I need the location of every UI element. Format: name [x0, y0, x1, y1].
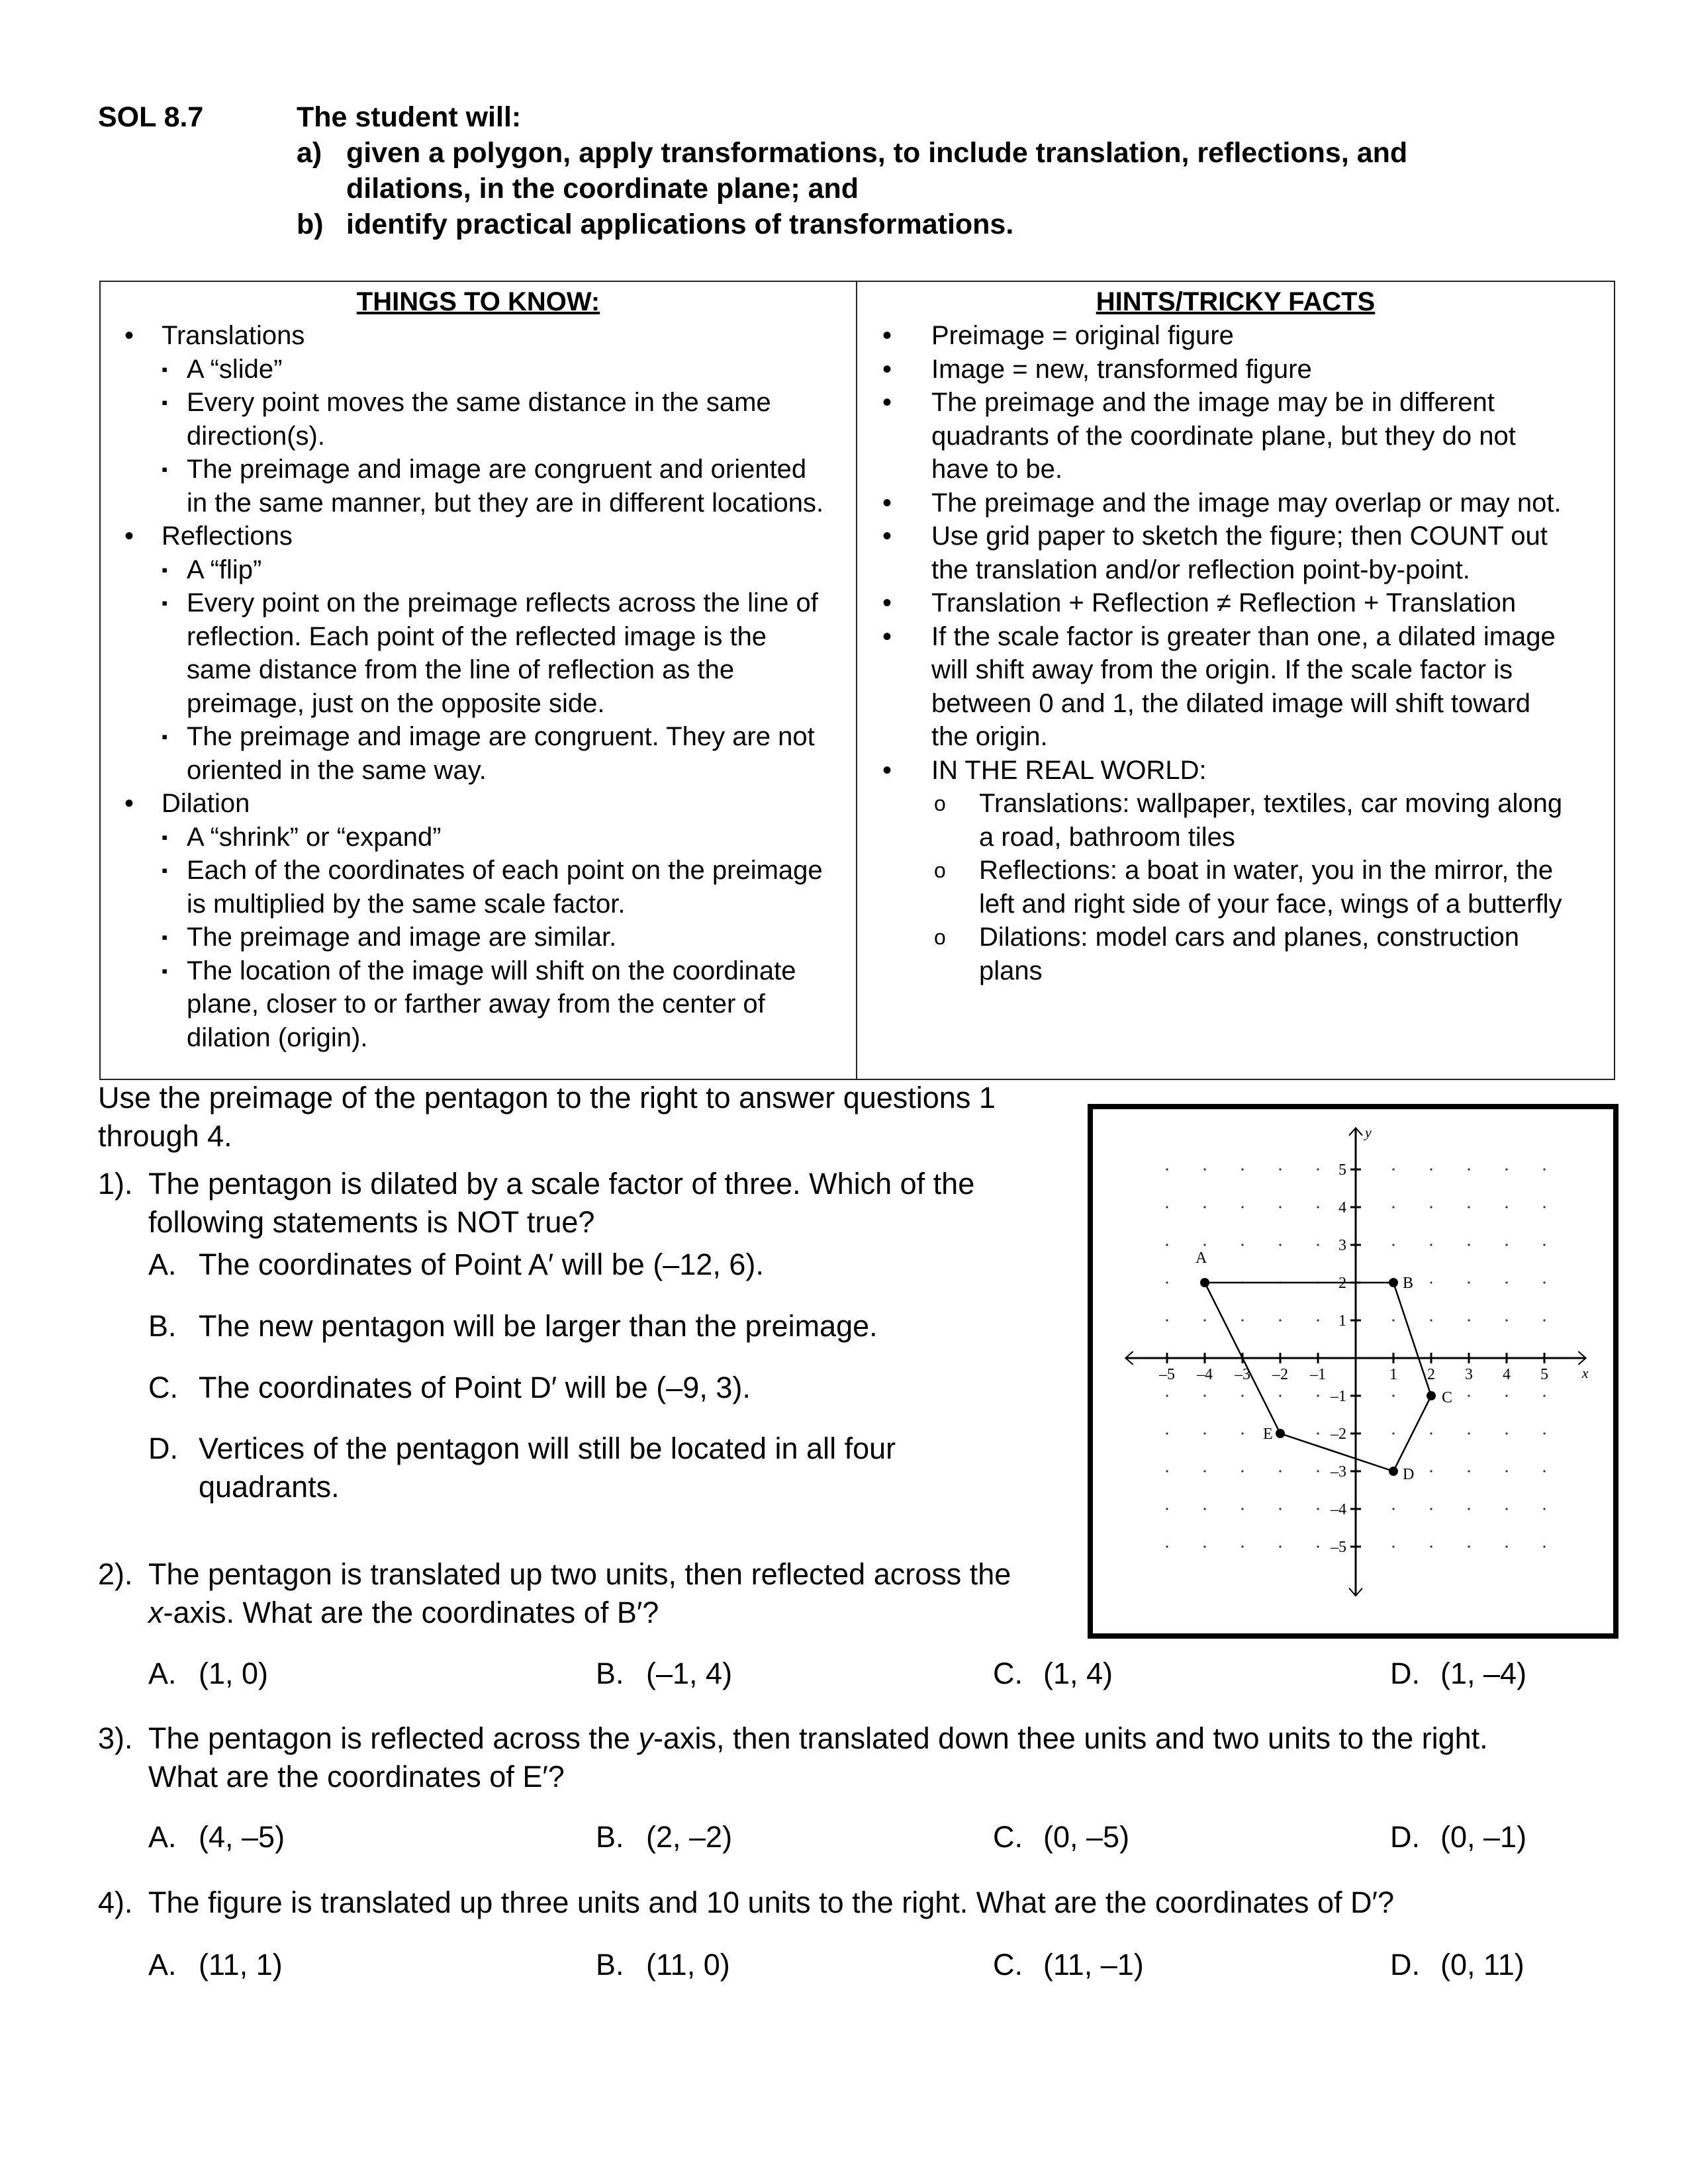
hint-item — [872, 520, 1599, 586]
ttk-item — [115, 720, 841, 787]
grid-dot — [1317, 1508, 1319, 1510]
vertex-label-c: C — [1442, 1389, 1453, 1406]
grid-dot — [1430, 1470, 1432, 1472]
y-tick-label: 1 — [1338, 1312, 1346, 1330]
y-axis-label: y — [1365, 1124, 1372, 1141]
vertex-point-d — [1389, 1467, 1398, 1476]
grid-dot — [1317, 1206, 1319, 1208]
real-world-item — [872, 787, 1599, 854]
grid-dot — [1241, 1206, 1243, 1208]
ttk-item-text: The preimage and image are congruent and oriented — [187, 455, 807, 484]
q4-option-b[interactable]: B. (11, 0) — [596, 1948, 730, 1981]
ttk-item-text: The preimage and image are congruent. They are not — [187, 722, 815, 751]
grid-dot — [1392, 1545, 1394, 1547]
ttk-item — [115, 353, 841, 387]
vertex-point-c — [1427, 1391, 1436, 1400]
hint-text: If the scale factor is greater than one, a dilated image — [931, 621, 1556, 651]
grid-dot — [1392, 1432, 1394, 1434]
grid-dot — [1468, 1319, 1470, 1321]
things-to-know-title: THINGS TO KNOW: — [356, 287, 600, 316]
grid-dot — [1392, 1319, 1394, 1321]
ttk-section-reflections — [115, 520, 841, 553]
hint-text: Translation + Reflection ≠ Reflection + Translation — [931, 588, 1517, 617]
things-to-know-list — [115, 319, 841, 1054]
ttk-item-text: Every point on the preimage reflects across the line of — [187, 588, 818, 617]
grid-dot — [1543, 1432, 1545, 1434]
hints-column — [857, 282, 1614, 1079]
coordinate-plane-svg — [1093, 1109, 1613, 1633]
real-world-text: Dilations: model cars and planes, construction — [979, 923, 1519, 952]
bullet-icon: • — [124, 522, 134, 551]
grid-dot — [1430, 1168, 1432, 1170]
ttk-item-text: Every point moves the same distance in the same — [187, 388, 771, 417]
bullet-icon: • — [124, 321, 134, 350]
real-world-item — [872, 921, 1599, 987]
grid-dot — [1543, 1206, 1545, 1208]
vertex-label-e: E — [1263, 1426, 1273, 1443]
grid-dot — [1468, 1206, 1470, 1208]
grid-dot — [1241, 1508, 1243, 1510]
ttk-item — [115, 954, 841, 1055]
hint-text: Image = new, transformed figure — [931, 354, 1312, 384]
grid-dot — [1468, 1394, 1470, 1396]
bullet-icon: • — [882, 354, 892, 384]
real-world-text: a road, bathroom tiles — [979, 822, 1235, 852]
grid-dot — [1505, 1470, 1507, 1472]
hint-text: will shift away from the origin. If the scale factor is — [931, 655, 1513, 684]
vertex-label-a: A — [1196, 1250, 1207, 1267]
grid-dot — [1241, 1168, 1243, 1170]
x-tick-label: 1 — [1389, 1366, 1397, 1383]
q2-option-b[interactable]: B. (–1, 4) — [596, 1657, 733, 1690]
square-bullet-icon: ▪ — [162, 927, 168, 947]
bullet-icon: • — [882, 488, 892, 518]
bullet-icon: • — [882, 388, 892, 417]
y-tick-label: –4 — [1331, 1501, 1346, 1518]
bullet-icon: • — [882, 321, 892, 350]
x-tick-label: 2 — [1427, 1366, 1435, 1383]
grid-dot — [1430, 1432, 1432, 1434]
grid-dot — [1430, 1281, 1432, 1283]
coordinate-plane-figure — [1088, 1104, 1618, 1639]
hints-title: HINTS/TRICKY FACTS — [1096, 287, 1376, 316]
grid-dot — [1468, 1281, 1470, 1283]
ttk-item — [115, 586, 841, 720]
ttk-item — [115, 921, 841, 954]
hint-text: have to be. — [931, 455, 1062, 484]
hint-text: the origin. — [931, 722, 1048, 751]
q1-option-b[interactable]: B. The new pentagon will be larger than the preimage. — [148, 1309, 878, 1343]
y-tick-label: –1 — [1331, 1388, 1346, 1405]
grid-dot — [1392, 1394, 1394, 1396]
grid-dot — [1505, 1394, 1507, 1396]
hint-item — [872, 319, 1599, 353]
ttk-section-translations — [115, 319, 841, 353]
grid-dot — [1279, 1470, 1281, 1472]
circle-bullet-icon: o — [934, 925, 946, 949]
ttk-item-text: A “shrink” or “expand” — [187, 822, 442, 852]
q4-option-a[interactable]: A. (11, 1) — [148, 1948, 283, 1981]
ttk-item-text: plane, closer to or farther away from the center of — [187, 989, 765, 1019]
ttk-item-text: is multiplied by the same scale factor. — [187, 889, 626, 919]
grid-dot — [1543, 1545, 1545, 1547]
hint-text: quadrants of the coordinate plane, but they do not — [931, 421, 1516, 451]
real-world-text: Translations: wallpaper, textiles, car moving along — [979, 789, 1563, 818]
hint-item — [872, 754, 1599, 788]
y-tick-label: 5 — [1338, 1161, 1346, 1179]
ttk-item — [115, 854, 841, 921]
grid-dot — [1279, 1508, 1281, 1510]
grid-dot — [1543, 1319, 1545, 1321]
q1-option-d[interactable]: D. Vertices of the pentagon will still be located in all four quadrants. — [148, 1432, 896, 1504]
hint-text: the translation and/or reflection point-by-point. — [931, 555, 1470, 584]
grid-dot — [1166, 1432, 1168, 1434]
grid-dot — [1279, 1206, 1281, 1208]
hints-list — [872, 319, 1599, 987]
question-3: 3). The pentagon is reflected across the y-axis, then translated down thee units and two units to the right. What are the coordinates of E′? — [98, 1721, 1488, 1794]
square-bullet-icon: ▪ — [162, 593, 168, 613]
grid-dot — [1543, 1244, 1545, 1246]
grid-dot — [1166, 1394, 1168, 1396]
q3-option-c[interactable]: C. (0, –5) — [993, 1820, 1130, 1854]
question-2: 2). The pentagon is translated up two units, then reflected across the x-axis. What are the coordinates of B′? — [98, 1557, 1011, 1629]
square-bullet-icon: ▪ — [162, 392, 168, 412]
y-tick-label: –2 — [1331, 1426, 1346, 1443]
hint-text: between 0 and 1, the dilated image will shift toward — [931, 688, 1530, 718]
ttk-section-label: Translations — [162, 321, 305, 350]
grid-dot — [1166, 1168, 1168, 1170]
x-tick-label: 3 — [1465, 1366, 1473, 1383]
y-tick-label: 4 — [1338, 1199, 1346, 1216]
ttk-item-text: Each of the coordinates of each point on the preimage — [187, 856, 823, 885]
grid-dot — [1468, 1244, 1470, 1246]
grid-dot — [1279, 1319, 1281, 1321]
q1-option-a[interactable]: A. The coordinates of Point A′ will be (–12, 6). — [148, 1248, 764, 1281]
grid-dot — [1203, 1244, 1205, 1246]
grid-dot — [1279, 1394, 1281, 1396]
square-bullet-icon: ▪ — [162, 860, 168, 880]
grid-dot — [1166, 1281, 1168, 1283]
grid-dot — [1430, 1545, 1432, 1547]
ttk-section-label: Reflections — [162, 522, 293, 551]
grid-dot — [1543, 1394, 1545, 1396]
ttk-item-text: The location of the image will shift on the coordinate — [187, 956, 796, 985]
vertex-label-b: B — [1403, 1275, 1414, 1292]
grid-dot — [1468, 1432, 1470, 1434]
grid-dot — [1203, 1168, 1205, 1170]
hint-item — [872, 486, 1599, 520]
grid-dot — [1279, 1168, 1281, 1170]
objective-b: b) identify practical applications of transformations. — [297, 208, 1014, 240]
ttk-item — [115, 453, 841, 520]
y-tick-label: 3 — [1338, 1237, 1346, 1254]
grid-dot — [1430, 1206, 1432, 1208]
square-bullet-icon: ▪ — [162, 960, 168, 981]
square-bullet-icon: ▪ — [162, 827, 168, 847]
grid-dot — [1543, 1168, 1545, 1170]
x-tick-label: –3 — [1235, 1366, 1250, 1383]
grid-dot — [1203, 1394, 1205, 1396]
grid-dot — [1241, 1545, 1243, 1547]
grid-dot — [1203, 1319, 1205, 1321]
ttk-item-text: direction(s). — [187, 421, 325, 451]
hint-text: IN THE REAL WORLD: — [931, 755, 1207, 785]
ttk-item — [115, 553, 841, 587]
grid-dot — [1241, 1394, 1243, 1396]
ttk-item — [115, 821, 841, 854]
x-tick-label: 5 — [1540, 1366, 1548, 1383]
grid-dot — [1392, 1206, 1394, 1208]
grid-dot — [1505, 1508, 1507, 1510]
grid-dot — [1317, 1470, 1319, 1472]
bullet-icon: • — [882, 621, 892, 651]
hint-item — [872, 353, 1599, 387]
y-tick-label: –5 — [1331, 1539, 1346, 1556]
grid-dot — [1203, 1508, 1205, 1510]
real-world-text: left and right side of your face, wings of a butterfly — [979, 889, 1562, 919]
grid-dot — [1430, 1319, 1432, 1321]
q2-option-a[interactable]: A. (1, 0) — [148, 1657, 269, 1690]
q1-option-c[interactable]: C. The coordinates of Point D′ will be (–9, 3). — [148, 1371, 751, 1404]
grid-dot — [1505, 1168, 1507, 1170]
hint-text: Use grid paper to sketch the figure; then COUNT out — [931, 522, 1548, 551]
ttk-item-text: dilation (origin). — [187, 1023, 368, 1052]
square-bullet-icon: ▪ — [162, 459, 168, 479]
grid-dot — [1430, 1508, 1432, 1510]
hint-text: Preimage = original figure — [931, 321, 1234, 350]
grid-dot — [1279, 1545, 1281, 1547]
hint-item — [872, 386, 1599, 486]
grid-dot — [1203, 1545, 1205, 1547]
x-axis-label: x — [1581, 1365, 1589, 1381]
questions-intro: Use the preimage of the pentagon to the right to answer questions 1 through 4. — [98, 1081, 996, 1153]
grid-dot — [1241, 1244, 1243, 1246]
ttk-section-label: Dilation — [162, 789, 250, 818]
grid-dot — [1543, 1281, 1545, 1283]
real-world-text: Reflections: a boat in water, you in the mirror, the — [979, 856, 1554, 885]
grid-dot — [1317, 1394, 1319, 1396]
x-tick-label: –2 — [1272, 1366, 1288, 1383]
question-1: 1). The pentagon is dilated by a scale factor of three. Which of the following statements is NOT true? — [98, 1167, 975, 1239]
bullet-icon: • — [882, 588, 892, 617]
grid-dot — [1317, 1244, 1319, 1246]
x-tick-label: –5 — [1159, 1366, 1175, 1383]
grid-dot — [1166, 1319, 1168, 1321]
grid-dot — [1468, 1470, 1470, 1472]
grid-dot — [1505, 1281, 1507, 1283]
grid-dot — [1505, 1206, 1507, 1208]
q2-option-c[interactable]: C. (1, 4) — [993, 1657, 1113, 1690]
grid-dot — [1241, 1432, 1243, 1434]
hint-item — [872, 586, 1599, 620]
bullet-icon: • — [882, 522, 892, 551]
grid-dot — [1166, 1206, 1168, 1208]
q2-option-d[interactable]: D. (1, –4) — [1390, 1657, 1527, 1690]
ttk-section-dilation — [115, 787, 841, 821]
y-tick-label: –3 — [1331, 1463, 1346, 1480]
grid-dot — [1317, 1319, 1319, 1321]
grid-dot — [1166, 1470, 1168, 1472]
grid-dot — [1166, 1545, 1168, 1547]
square-bullet-icon: ▪ — [162, 559, 168, 580]
grid-dot — [1505, 1545, 1507, 1547]
q4-option-d[interactable]: D. (0, 11) — [1390, 1948, 1524, 1981]
grid-dot — [1468, 1168, 1470, 1170]
grid-dot — [1505, 1432, 1507, 1434]
grid-dot — [1543, 1508, 1545, 1510]
square-bullet-icon: ▪ — [162, 727, 168, 747]
ttk-item-text: A “slide” — [187, 354, 283, 384]
hint-item — [872, 620, 1599, 754]
ttk-item-text: reflection. Each point of the reflected image is the — [187, 621, 767, 651]
real-world-item — [872, 854, 1599, 921]
square-bullet-icon: ▪ — [162, 359, 168, 379]
ttk-item-text: in the same manner, but they are in different locations. — [187, 488, 824, 518]
things-to-know-column — [101, 282, 857, 1079]
grid-dot — [1505, 1244, 1507, 1246]
grid-dot — [1543, 1470, 1545, 1472]
vertex-point-a — [1200, 1278, 1209, 1287]
objective-a: a) given a polygon, apply transformations, to include translation, reflections, and dilations, in the coordinate plane; and — [297, 137, 1408, 205]
grid-dot — [1203, 1206, 1205, 1208]
bullet-icon: • — [882, 755, 892, 785]
q4-option-c[interactable]: C. (11, –1) — [993, 1948, 1144, 1981]
grid-dot — [1203, 1432, 1205, 1434]
circle-bullet-icon: o — [934, 858, 946, 882]
ttk-item — [115, 386, 841, 453]
hint-text: The preimage and the image may overlap or may not. — [931, 488, 1562, 518]
real-world-text: plans — [979, 956, 1043, 985]
info-table — [99, 281, 1615, 1080]
grid-dot — [1468, 1508, 1470, 1510]
vertex-point-e — [1276, 1429, 1285, 1438]
ttk-item-text: A “flip” — [187, 555, 262, 584]
grid-dot — [1392, 1244, 1394, 1246]
grid-dot — [1430, 1244, 1432, 1246]
x-tick-label: –1 — [1310, 1366, 1326, 1383]
grid-dot — [1279, 1244, 1281, 1246]
circle-bullet-icon: o — [934, 792, 946, 815]
grid-dot — [1317, 1432, 1319, 1434]
grid-dot — [1166, 1244, 1168, 1246]
q3-option-b[interactable]: B. (2, –2) — [596, 1820, 733, 1854]
vertex-point-b — [1389, 1278, 1398, 1287]
vertex-label-d: D — [1403, 1466, 1415, 1483]
hint-text: The preimage and the image may be in different — [931, 388, 1495, 417]
grid-dot — [1317, 1545, 1319, 1547]
q3-option-d[interactable]: D. (0, –1) — [1390, 1820, 1527, 1854]
ttk-item-text: preimage, just on the opposite side. — [187, 688, 605, 718]
sol-code: SOL 8.7 — [98, 101, 204, 133]
grid-dot — [1241, 1319, 1243, 1321]
grid-dot — [1392, 1508, 1394, 1510]
ttk-item-text: same distance from the line of reflection as the — [187, 655, 735, 684]
ttk-item-text: oriented in the same way. — [187, 755, 487, 785]
bullet-icon: • — [124, 789, 134, 818]
q3-option-a[interactable]: A. (4, –5) — [148, 1820, 285, 1854]
sol-intro: The student will: — [297, 101, 522, 133]
grid-dot — [1505, 1319, 1507, 1321]
ttk-item-text: The preimage and image are similar. — [187, 923, 617, 952]
question-4: 4). The figure is translated up three units and 10 units to the right. What are the coordinates of D′? — [98, 1886, 1395, 1919]
sol-objectives — [297, 99, 1587, 242]
grid-dot — [1317, 1168, 1319, 1170]
x-tick-label: 4 — [1503, 1366, 1511, 1383]
grid-dot — [1166, 1508, 1168, 1510]
y-tick-label: 2 — [1338, 1275, 1346, 1292]
grid-dot — [1203, 1470, 1205, 1472]
grid-dot — [1468, 1545, 1470, 1547]
grid-dot — [1392, 1168, 1394, 1170]
x-tick-label: –4 — [1197, 1366, 1213, 1383]
grid-dot — [1241, 1470, 1243, 1472]
